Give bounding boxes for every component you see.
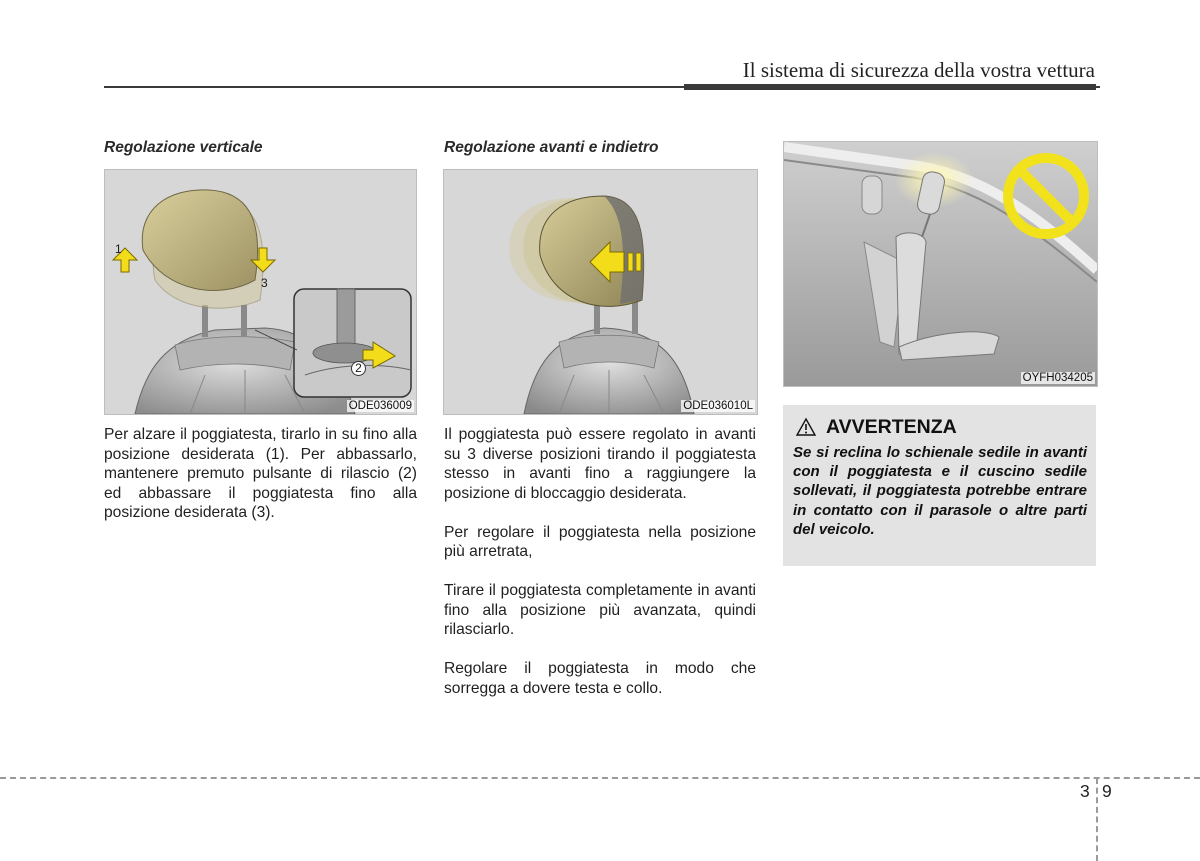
figure-warning-illustration [783,141,1098,387]
seat-sunvisor-illustration [784,142,1097,386]
heading-vertical-adjustment: Regolazione verticale [104,139,263,156]
callout-3: 3 [261,276,268,290]
heading-fore-aft-adjustment: Regolazione avanti e indietro [444,139,659,156]
warning-box [783,405,1096,566]
paragraph: Per alzare il poggiatesta, tirarlo in su fino alla posizione desiderata (1). Per abbassarlo, mantenere premuto pulsante di rilascio (2) ed abbassare il poggiatesta fino alla posizione desiderata (3). [104,426,417,521]
callout-1: 1 [115,242,122,256]
callout-2: 2 [351,361,366,376]
paragraph: Il poggiatesta può essere regolato in avanti su 3 diverse posizioni tirando il poggiatesta stesso in avanti fino a raggiungere la posizione di bloccaggio desiderata. [444,426,756,502]
warning-title: AVVERTENZA [826,416,957,438]
page-header-title: Il sistema di sicurezza della vostra vettura [742,58,1095,82]
paragraph: Regolare il poggiatesta in modo che sorregga a dovere testa e collo. [444,660,756,697]
figure-vertical-adjustment [104,169,417,415]
section-number: 3 [1080,781,1090,801]
figure-code: ODE036009 [348,400,412,412]
footer-divider [1096,778,1098,861]
headrest-vertical-illustration [105,170,416,414]
warning-triangle-icon [795,417,817,437]
paragraph: Tirare il poggiatesta completamente in avanti fino alla posizione più avanzata, quindi rilasciarlo. [444,582,756,638]
fore-aft-adjustment-text [444,425,756,718]
figure-fore-aft-adjustment [443,169,758,415]
headrest-fore-aft-illustration [444,170,757,414]
paragraph: Per regolare il poggiatesta nella posizione più arretrata, [444,523,756,560]
footer-rule [0,777,1200,779]
page-number: 9 [1102,781,1112,801]
figure-code: OYFH034205 [1022,372,1093,384]
figure-code: ODE036010L [683,400,753,412]
vertical-adjustment-text [104,425,417,542]
header-rule-accent [684,84,1096,90]
warning-text: Se si reclina lo schienale sedile in avanti con il poggiatesta e il cuscino sedile sollevati, il poggiatesta potrebbe entrare in contatto con il parasole o altre parti del veicolo. [793,444,1087,538]
